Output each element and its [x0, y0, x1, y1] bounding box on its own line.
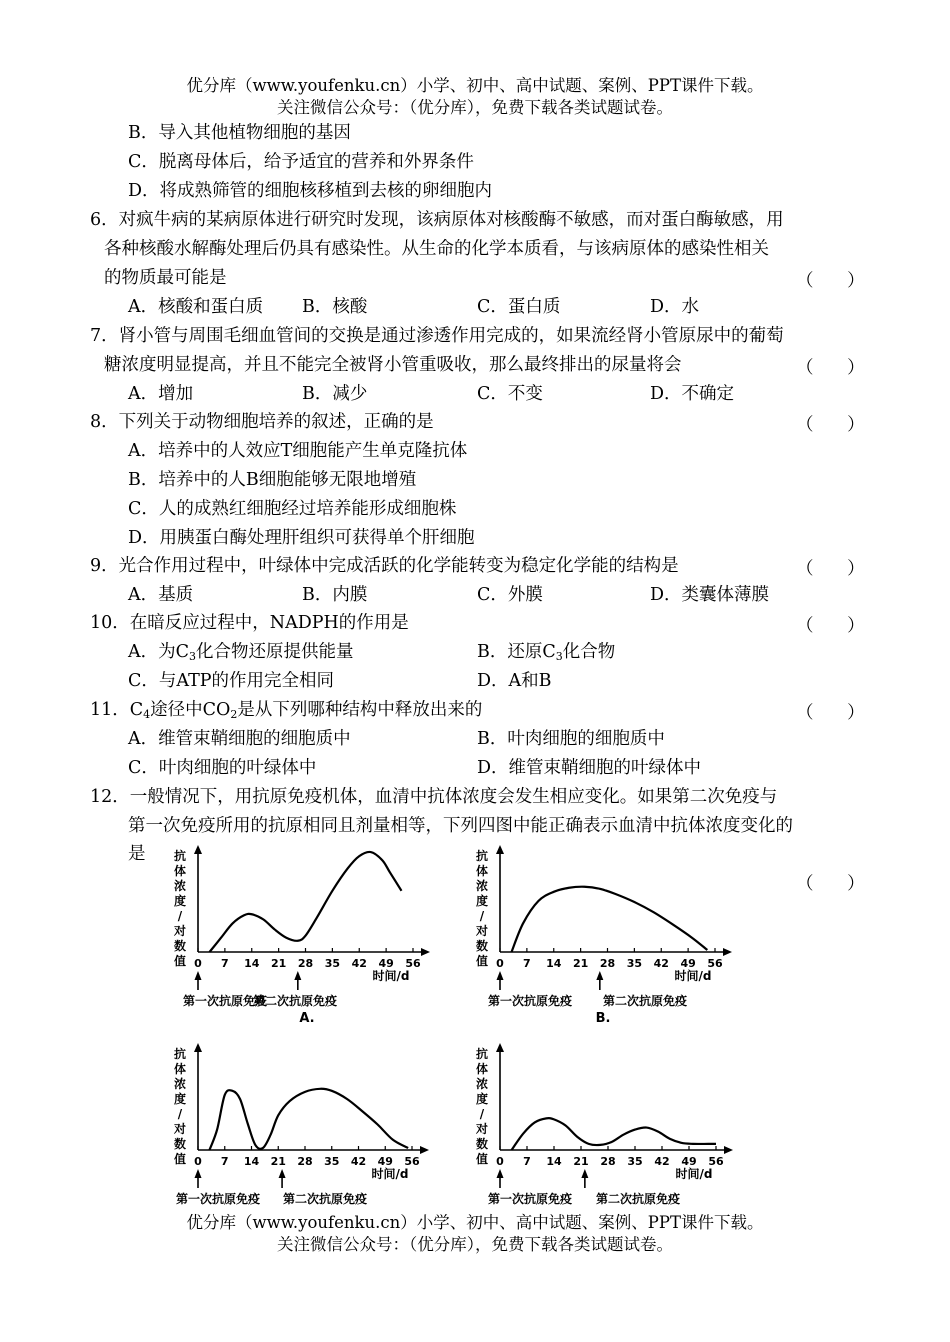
q10-answer-paren: （ ） [796, 616, 879, 636]
x-axis-arrow [723, 948, 732, 956]
x-tick-label: 28 [599, 957, 616, 970]
y-axis-label-char: 值 [173, 954, 187, 968]
x-tick-label: 28 [600, 1155, 616, 1168]
y-axis-label-char: 抗 [475, 1047, 489, 1061]
q8-option-c: C．人的成熟红细胞经过培养能形成细胞株 [128, 499, 457, 519]
x-tick-label: 21 [572, 957, 589, 970]
second-immunization-label: 第二次抗原免疫 [252, 994, 338, 1008]
header-line-1: 优分库（www.youfenku.cn）小学、初中、高中试题、案例、PPT课件下载。 [186, 76, 764, 95]
q6-stem-line-1: 6．对疯牛病的某病原体进行研究时发现，该病原体对核酸酶不敏感，而对蛋白酶敏感，用 [90, 210, 784, 230]
q11-option-b: B．叶肉细胞的细胞质中 [477, 729, 665, 749]
chart-option-label: A. [299, 1011, 315, 1026]
q6-answer-paren: （ ） [796, 271, 879, 291]
second-immunization-arrow-head [294, 971, 301, 980]
x-tick-label: 7 [221, 957, 229, 970]
q8-option-b: B．培养中的人B细胞能够无限地增殖 [128, 470, 417, 490]
x-axis-arrow [421, 948, 430, 956]
q6-option-b: B．核酸 [302, 297, 368, 317]
y-axis-label-char: 值 [173, 1152, 187, 1166]
y-axis-label-char: / [177, 1107, 183, 1121]
q5-option-b: B．导入其他植物细胞的基因 [128, 123, 351, 143]
x-tick-label: 28 [297, 1155, 313, 1168]
y-axis-arrow [194, 845, 202, 854]
q8-option-a: A．培养中的人效应T细胞能产生单克隆抗体 [128, 441, 468, 461]
second-immunization-label: 第二次抗原免疫 [595, 1192, 681, 1206]
q8-option-d: D．用胰蛋白酶处理肝组织可获得单个肝细胞 [128, 528, 475, 548]
y-axis-label-char: 浓 [173, 1077, 187, 1091]
second-immunization-label: 第二次抗原免疫 [282, 1192, 368, 1206]
second-immunization-label: 第二次抗原免疫 [602, 994, 688, 1008]
x-tick-label: 35 [324, 1155, 340, 1168]
q10-stem: 10．在暗反应过程中，NADPH的作用是 [90, 613, 409, 633]
q7-stem-line-1: 7．肾小管与周围毛细血管间的交换是通过渗透作用完成的，如果流经肾小管原尿中的葡萄 [90, 326, 784, 346]
y-axis-label-char: 度 [475, 894, 489, 908]
q6-stem-line-2: 各种核酸水解酶处理后仍具有感染性。从生命的化学本质看，与该病原体的感染性相关 [104, 239, 769, 259]
q7-stem-line-2: 糖浓度明显提高，并且不能完全被肾小管重吸收，那么最终排出的尿量将会 [104, 355, 682, 375]
y-axis-label-char: / [479, 909, 485, 923]
y-axis-label-char: 对 [173, 1122, 187, 1136]
x-axis-label: 时间/d [371, 1167, 409, 1181]
x-tick-label: 0 [496, 957, 504, 970]
x-axis-label: 时间/d [372, 969, 410, 983]
chart-d [470, 1038, 760, 1206]
y-axis-label-char: 度 [173, 1092, 187, 1106]
x-tick-label: 56 [708, 1155, 724, 1168]
q6-option-c: C．蛋白质 [477, 297, 561, 317]
x-tick-label: 14 [243, 1155, 260, 1168]
chart-c [165, 1038, 445, 1206]
q12-stem-line-1: 12．一般情况下，用抗原免疫机体，血清中抗体浓度会发生相应变化。如果第二次免疫与 [90, 787, 778, 807]
y-axis-label-char: / [479, 1107, 485, 1121]
x-tick-label: 0 [194, 957, 202, 970]
x-tick-label: 21 [270, 957, 287, 970]
x-tick-label: 49 [680, 957, 696, 970]
y-axis-arrow [496, 845, 504, 854]
y-axis-label-char: 体 [475, 864, 489, 878]
q7-option-d: D．不确定 [650, 384, 735, 404]
q12-stem-line-2: 第一次免疫所用的抗原相同且剂量相等，下列四图中能正确表示血清中抗体浓度变化的 [128, 816, 793, 836]
first-immunization-label: 第一次抗原免疫 [487, 1192, 573, 1206]
q12-stem-line-3: 是 [128, 844, 146, 864]
y-axis-label-char: / [177, 909, 183, 923]
q9-answer-paren: （ ） [796, 559, 879, 579]
q10-option-a: A．为$C_3$化合物还原提供能量 [128, 642, 354, 663]
q9-option-d: D．类囊体薄膜 [650, 585, 770, 605]
y-axis-label-char: 度 [475, 1092, 489, 1106]
x-tick-label: 0 [496, 1155, 504, 1168]
q7-option-b: B．减少 [302, 384, 368, 404]
y-axis-arrow [496, 1043, 504, 1052]
antibody-curve [512, 887, 708, 952]
second-immunization-arrow-head [279, 1169, 286, 1178]
antibody-curve [512, 1118, 716, 1150]
y-axis-label-char: 浓 [475, 879, 489, 893]
q7-answer-paren: （ ） [796, 358, 879, 378]
x-tick-label: 56 [404, 1155, 420, 1168]
y-axis-label-char: 体 [173, 864, 187, 878]
x-tick-label: 35 [626, 957, 643, 970]
first-immunization-arrow-head [497, 1169, 504, 1178]
y-axis-label-char: 数 [475, 1137, 489, 1151]
y-axis-label-char: 体 [173, 1062, 187, 1076]
y-axis-label-char: 抗 [475, 849, 489, 863]
q11-option-a: A．维管束鞘细胞的细胞质中 [128, 729, 351, 749]
q11-answer-paren: （ ） [796, 703, 879, 723]
y-axis-label-char: 值 [475, 954, 489, 968]
q11-option-d: D．维管束鞘细胞的叶绿体中 [477, 758, 702, 778]
x-tick-label: 0 [194, 1155, 202, 1168]
footer-line-2: 关注微信公众号：（优分库），免费下载各类试题试卷。 [277, 1235, 673, 1254]
x-tick-label: 7 [523, 1155, 531, 1168]
x-tick-label: 49 [378, 957, 394, 970]
x-axis-label: 时间/d [675, 1167, 713, 1181]
x-tick-label: 49 [377, 1155, 393, 1168]
x-tick-label: 42 [350, 1155, 367, 1168]
q10-option-c: C．与ATP的作用完全相同 [128, 671, 335, 691]
x-tick-label: 21 [270, 1155, 286, 1168]
second-immunization-arrow-head [596, 971, 603, 980]
y-axis-label-char: 对 [173, 924, 187, 938]
q9-option-a: A．基质 [128, 585, 194, 605]
x-tick-label: 56 [405, 957, 421, 970]
x-tick-label: 14 [244, 957, 260, 970]
x-tick-label: 42 [351, 957, 367, 970]
header-line-2: 关注微信公众号：（优分库），免费下载各类试题试卷。 [277, 98, 673, 117]
q10-option-b: B．还原$C_3$化合物 [477, 642, 616, 663]
y-axis-label-char: 度 [173, 894, 187, 908]
q9-option-b: B．内膜 [302, 585, 368, 605]
q12-answer-paren: （ ） [796, 874, 879, 894]
x-tick-label: 7 [523, 957, 531, 970]
y-axis-label-char: 体 [475, 1062, 489, 1076]
q11-option-c: C．叶肉细胞的叶绿体中 [128, 758, 317, 778]
first-immunization-arrow-head [195, 971, 202, 980]
first-immunization-label: 第一次抗原免疫 [175, 1192, 261, 1206]
y-axis-label-char: 数 [173, 1137, 187, 1151]
x-tick-label: 21 [573, 1155, 589, 1168]
y-axis-label-char: 抗 [173, 1047, 187, 1061]
x-tick-label: 7 [220, 1155, 229, 1168]
y-axis-label-char: 浓 [173, 879, 187, 893]
q5-option-d: D．将成熟筛管的细胞核移植到去核的卵细胞内 [128, 181, 493, 201]
y-axis-label-char: 数 [173, 939, 187, 953]
q6-option-a: A．核酸和蛋白质 [128, 297, 264, 317]
y-axis-label-char: 对 [475, 1122, 489, 1136]
y-axis-label-char: 对 [475, 924, 489, 938]
q6-option-d: D．水 [650, 297, 700, 317]
x-tick-label: 14 [546, 1155, 562, 1168]
x-tick-label: 42 [654, 1155, 670, 1168]
y-axis-label-char: 数 [475, 939, 489, 953]
first-immunization-arrow-head [497, 971, 504, 980]
chart-a [165, 838, 445, 1026]
q10-option-d: D．A和B [477, 671, 552, 691]
q8-stem: 8．下列关于动物细胞培养的叙述，正确的是 [90, 412, 434, 432]
antibody-curve [210, 852, 402, 952]
antibody-curve [209, 1089, 408, 1150]
chart-b [470, 838, 760, 1026]
q9-option-c: C．外膜 [477, 585, 543, 605]
x-tick-label: 42 [653, 957, 669, 970]
q11-stem: 11．$C_4$途径中$CO_2$是从下列哪种结构中释放出来的 [90, 700, 483, 721]
chart-option-label: B. [595, 1011, 611, 1026]
x-tick-label: 14 [546, 957, 562, 970]
q9-stem: 9．光合作用过程中，叶绿体中完成活跃的化学能转变为稳定化学能的结构是 [90, 556, 679, 576]
x-axis-label: 时间/d [674, 969, 712, 983]
x-tick-label: 35 [324, 957, 341, 970]
x-axis-arrow [724, 1146, 733, 1154]
first-immunization-arrow-head [195, 1169, 202, 1178]
q7-option-c: C．不变 [477, 384, 543, 404]
y-axis-label-char: 值 [475, 1152, 489, 1166]
q6-stem-line-3: 的物质最可能是 [104, 268, 227, 288]
second-immunization-arrow-head [581, 1169, 588, 1178]
x-tick-label: 28 [297, 957, 314, 970]
footer-line-1: 优分库（www.youfenku.cn）小学、初中、高中试题、案例、PPT课件下载。 [186, 1213, 764, 1232]
x-tick-label: 35 [627, 1155, 643, 1168]
y-axis-label-char: 浓 [475, 1077, 489, 1091]
first-immunization-label: 第一次抗原免疫 [487, 994, 573, 1008]
x-axis-arrow [420, 1146, 429, 1154]
x-tick-label: 56 [707, 957, 723, 970]
q8-answer-paren: （ ） [796, 415, 879, 435]
y-axis-label-char: 抗 [173, 849, 187, 863]
q5-option-c: C．脱离母体后，给予适宜的营养和外界条件 [128, 152, 474, 172]
x-tick-label: 49 [681, 1155, 697, 1168]
y-axis-arrow [194, 1043, 202, 1052]
q7-option-a: A．增加 [128, 384, 194, 404]
first-immunization-label: 第一次抗原免疫 [182, 994, 268, 1008]
